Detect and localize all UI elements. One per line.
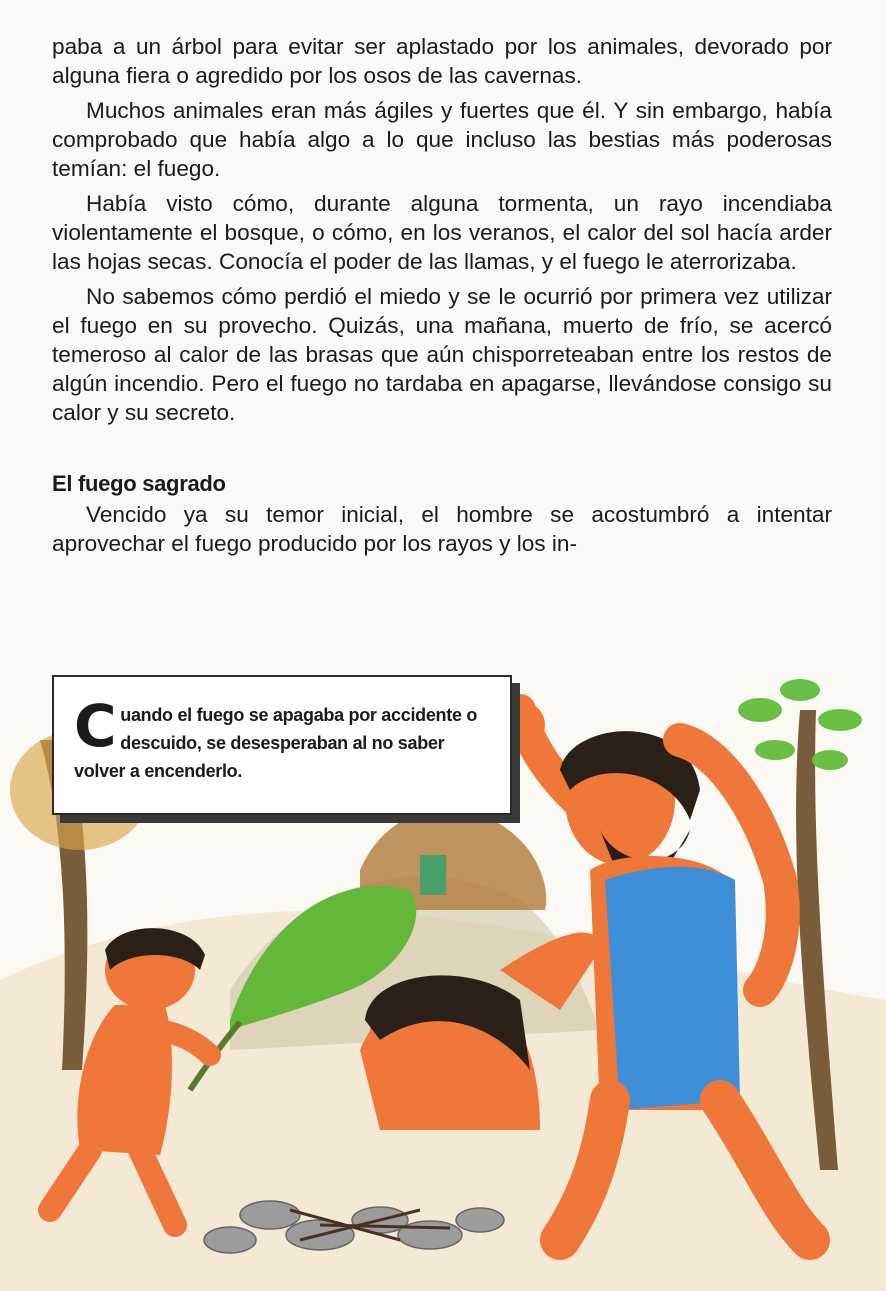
hut-door <box>420 855 446 895</box>
paragraph-2: Muchos animales eran más ágiles y fuertes que él. Y sin embargo, había comprobado que había algo a lo que incluso las bestias más poderosas temían: el fuego. <box>52 98 832 181</box>
section-heading: El fuego sagrado <box>52 471 226 496</box>
body-text <box>52 32 832 564</box>
caption-dropcap: C <box>74 692 117 760</box>
blue-tunic <box>605 867 740 1110</box>
paragraph-3: Había visto cómo, durante alguna tormenta, un rayo incendiaba violentamente el bosque, o cómo, en los veranos, el calor del sol hacía arder las hojas secas. Conocía el poder de las llamas, y el fuego le aterrorizaba. <box>52 191 832 274</box>
paragraph-1: paba a un árbol para evitar ser aplastado por los animales, devorado por alguna fiera o agredido por los osos de las cavernas. <box>52 34 832 88</box>
paragraph-4: No sabemos cómo perdió el miedo y se le ocurrió por primera vez utilizar el fuego en su provecho. Quizás, una mañana, muerto de frío, se acercó temeroso al calor de las brasas que aún chisporreteaban entre los restos de algún incendio. Pero el fuego no tardaba en apagarse, llevándose consigo su calor y su secreto. <box>52 284 832 425</box>
section-paragraph: Vencido ya su temor inicial, el hombre se acostumbró a intentar aprovechar el fuego producido por los rayos y los in- <box>52 502 832 556</box>
caption-box <box>52 675 512 815</box>
caption-text: uando el fuego se apagaba por accidente o descuido, se desesperaban al no saber volver a encenderlo. <box>74 705 478 781</box>
